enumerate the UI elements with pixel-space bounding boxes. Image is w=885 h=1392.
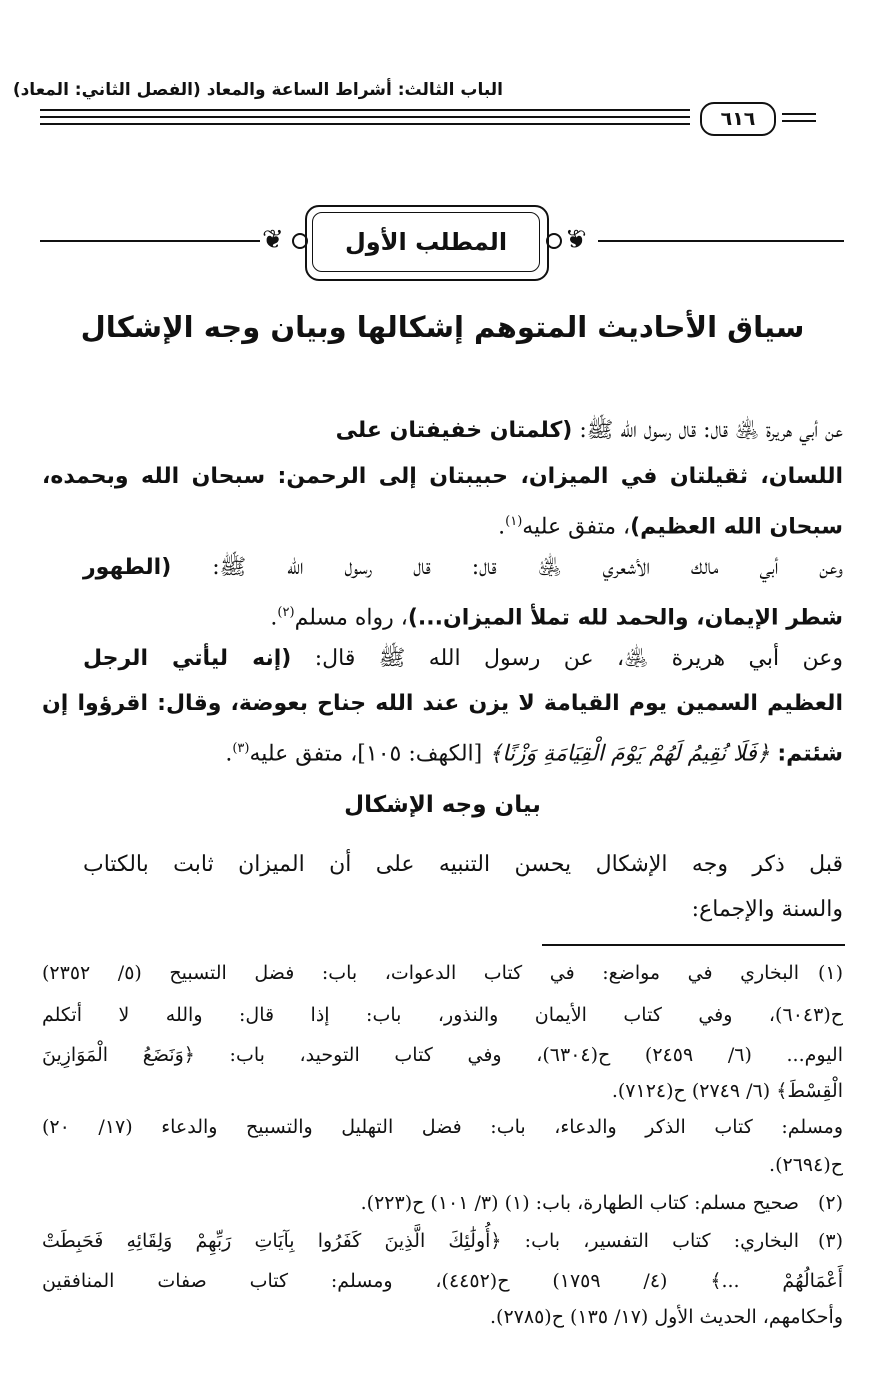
footnote-1-line6: ح(٢٦٩٤). [769,1154,843,1176]
hadith3-line3 [42,732,843,766]
hadith1-line3 [42,505,843,539]
footnote-number: (٣) [817,1230,843,1252]
footnote-1 [42,958,843,988]
footnote-line: البخاري: كتاب التفسير، باب: ﴿أُولَٰئِكَ الَّذِينَ كَفَرُوا بِآيَاتِ رَبِّهِمْ وَلِقَائِهِ فَحَبِطَتْ [42,1230,799,1252]
footnote-2 [42,1188,843,1218]
ornament-right-icon: ❦ [565,225,587,255]
footnote-ref-1[interactable]: (١) [505,514,523,529]
hadith1-intro: عن أبي هريرة ﵁ قال: قال رسول الله ﷺ: [572,418,843,443]
quran-verse: ﴿فَلَا نُقِيمُ لَهُمْ يَوْمَ الْقِيَامَةِ وَزْنًا﴾ [489,741,770,767]
main-heading: سياق الأحاديث المتوهم إشكالها وبيان وجه الإشكال [80,310,805,344]
section-title: المطلب الأول [312,212,540,272]
hadith2-text-start: (الطهور [83,555,172,580]
hadith3-intro: وعن أبي هريرة ﵁، عن رسول الله ﷺ قال: [291,646,843,671]
ornament-dot-right-icon [546,233,562,249]
hadith1-end-dot: . [498,514,506,540]
hadith2-source: ، رواه مسلم [294,605,408,631]
running-header: الباب الثالث: أشراط الساعة والمعاد (الفصل الثاني: المعاد) [12,80,503,100]
footnote-line: صحيح مسلم: كتاب الطهارة، باب: (١) (٣/ ١٠١) ح(٢٢٣). [360,1192,799,1214]
header-rule-right-top [782,113,816,115]
header-rule-mid [40,116,690,118]
footnote-line: البخاري في مواضع: في كتاب الدعوات، باب: فضل التسبيح (٥/ ٢٣٥٢) [42,962,799,984]
footnote-3-line2: أَعْمَالُهُمْ ...﴾ (٤/ ١٧٥٩) ح(٤٤٥٢)، ومسلم: كتاب صفات المنافقين [42,1270,843,1292]
header-rule-bottom [40,123,690,125]
hadith1-text-start: (كلمتان خفيفتان على [335,418,573,443]
hadith1-line1 [83,414,843,448]
hadith2-end-dot: . [270,605,278,631]
hadith3-source: [الكهف: ١٠٥]، متفق عليه [249,741,490,767]
footnote-ref-2[interactable]: (٢) [277,605,295,620]
hadith3-end-dot: . [225,741,233,767]
hadith1-line2: اللسان، ثقيلتان في الميزان، حبيبتان إلى الرحمن: سبحان الله وبحمده، [42,464,843,489]
footnote-3-line3: وأحكامهم، الحديث الأول (١٧/ ١٣٥) ح(٢٧٨٥). [490,1306,843,1328]
footnote-number: (١) [817,962,843,984]
intro-line2: والسنة والإجماع: [691,897,843,922]
hadith1-text-end: سبحان الله العظيم) [630,514,843,540]
footnote-1-line5: ومسلم: كتاب الذكر والدعاء، باب: فضل التهليل والتسبيح والدعاء (١٧/ ٢٠) [42,1116,843,1138]
footnote-1-line2: ح(٦٠٤٣)، وفي كتاب الأيمان والنذور، باب: إذا قال: والله لا أتكلم [42,1004,843,1026]
header-rule-right-bottom [782,120,816,122]
hadith1-source: ، متفق عليه [522,514,631,540]
footnote-3 [42,1226,843,1256]
footnote-1-line3: اليوم... (٦/ ٢٤٥٩) ح(٦٣٠٤)، وفي كتاب التوحيد، باب: ﴿وَنَضَعُ الْمَوَازِينَ [42,1044,843,1066]
footnote-separator [542,944,845,946]
footnote-number: (٢) [817,1192,843,1214]
page-number: ٦١٦ [700,102,776,136]
hadith2-intro: وعن أبي مالك الأشعري ﵁ قال: قال رسول الله ﷺ: [171,555,843,580]
intro-line1: قبل ذكر وجه الإشكال يحسن التنبيه على أن الميزان ثابت بالكتاب [83,852,843,877]
hadith3-line1 [83,642,843,676]
footnote-ref-3[interactable]: (٣) [232,741,250,756]
subheading: بيان وجه الإشكال [344,792,541,818]
hadith2-line1 [83,551,843,585]
ornament-left-icon: ❦ [262,225,284,255]
hadith2-text-end: شطر الإيمان، والحمد لله تملأ الميزان...) [407,605,843,631]
header-rule-top [40,109,690,111]
footnote-1-line4: الْقِسْطَ﴾ (٦/ ٢٧٤٩) ح(٧١٢٤). [611,1080,843,1102]
hadith2-line2 [42,596,843,630]
hadith3-line2: العظيم السمين يوم القيامة لا يزن عند الله جناح بعوضة، وقال: اقرؤوا إن [42,691,843,716]
ornament-line-left [40,240,260,242]
hadith3-text-end: شئتم: [769,741,843,767]
hadith3-text-start: (إنه ليأتي الرجل [83,646,292,671]
ornament-line-right [598,240,844,242]
